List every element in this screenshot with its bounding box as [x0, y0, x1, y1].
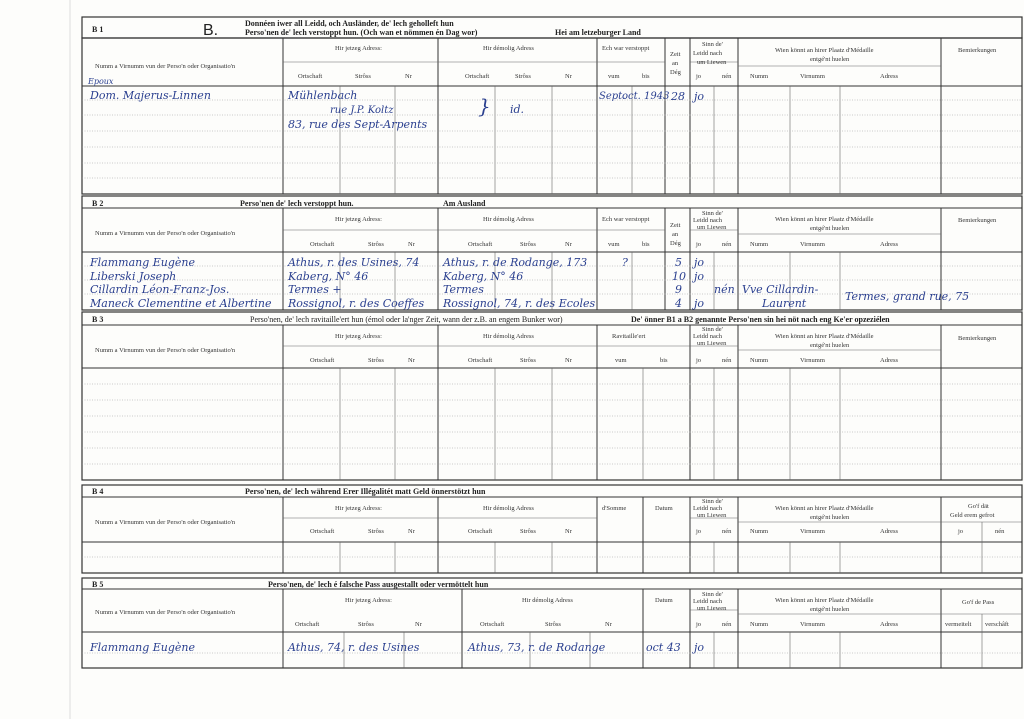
virnumm-label: Virnumm	[800, 621, 825, 628]
vum-label: vum	[608, 241, 620, 248]
sinn2-label: Leidd nach	[693, 505, 723, 512]
section-b1	[82, 38, 1022, 194]
b2-title: Perso'nen de' lech verstoppt hun.	[240, 199, 354, 208]
b5-date-handwritten: oct 43	[646, 641, 681, 654]
adress-label: Adress	[880, 73, 899, 80]
jo-label: jo	[696, 73, 702, 80]
ortschaft-label: Ortschaft	[465, 73, 490, 80]
nen-label: nén	[722, 621, 732, 628]
sinn3-label: um Liewen	[697, 224, 727, 231]
ravitaille-label: Ravitaille'ert	[612, 333, 646, 340]
ortschaft-label: Ortschaft	[468, 357, 493, 364]
medal1-label: Wien könnt an hirer Plaatz d'Médaille	[775, 505, 874, 512]
strooss-label: Strôss	[520, 241, 536, 248]
b5-current-handwritten: Athus, 74, r. des Usines	[288, 641, 420, 654]
deg-label: Dég	[670, 69, 681, 76]
b2-row1-alive: jo	[694, 256, 705, 269]
virnumm-label: Virnumm	[800, 357, 825, 364]
geld1-label: Go'f dät	[968, 503, 989, 510]
b2-row4-alive: jo	[694, 297, 705, 310]
b5-name-handwritten: Flammang Eugène	[90, 641, 196, 654]
section-b2	[82, 196, 1022, 310]
b2-row2-alive: jo	[694, 270, 705, 283]
remarks-label: Bemierkungen	[958, 335, 997, 342]
adress-label: Adress	[880, 621, 899, 628]
medal1-label: Wien könnt an hirer Plaatz d'Médaille	[775, 597, 874, 604]
name-col-label: Numm a Virnumm vun der Perso'n oder Organisatio'n	[95, 609, 236, 616]
b2-row2-name: Liberski Joseph	[90, 270, 177, 283]
pass1-label: Go'f de Pass	[962, 599, 995, 606]
an-label: an	[672, 231, 679, 238]
b1-addr3-handwritten: 83, rue des Sept-Arpents	[288, 118, 428, 131]
b2-row1-days: 5	[675, 256, 682, 269]
vum-label: vum	[615, 357, 627, 364]
former-address-label: Hir démolig Adress	[483, 505, 534, 512]
sinn1-label: Sinn de'	[702, 591, 723, 598]
ortschaft-label: Ortschaft	[310, 528, 335, 535]
b5-title: Perso'nen, de' lech é falsche Pass ausgestallt oder vermöttelt hun	[268, 580, 489, 589]
nr-label: Nr	[415, 621, 422, 628]
sinn2-label: Leidd nach	[693, 333, 723, 340]
numm-label: Numm	[750, 621, 769, 628]
b2-row1-dates: ?	[622, 256, 628, 269]
b2-row3-alive: nén	[714, 283, 735, 296]
jo-label: jo	[958, 528, 964, 535]
medal2-label: entgé'nt huelen	[810, 342, 850, 349]
b3-title: Perso'nen, de' lech ravitaille'ert hun (émol oder la'nger Zeit, wann der z.B. an engem Bunker wor)	[250, 315, 563, 324]
name-col-label: Numm a Virnumm vun der Perso'n oder Organisatio'n	[95, 63, 236, 70]
header-line2: Perso'nen de' lech verstoppt hun. (Och wan et nömmen én Dag wor)	[245, 28, 478, 37]
sinn3-label: um Liewen	[697, 59, 727, 66]
b2-row3-current: Termes +	[288, 283, 342, 296]
medal1-label: Wien könnt an hirer Plaatz d'Médaille	[775, 47, 874, 54]
b2-subtitle: Am Ausland	[443, 199, 486, 208]
nr-label: Nr	[405, 73, 412, 80]
current-address-label: Hir jetzeg Adress:	[335, 216, 382, 223]
jo-label: jo	[696, 241, 702, 248]
b2-row3-days: 9	[675, 283, 682, 296]
b1-spouse-handwritten: Epoux	[88, 77, 114, 86]
remarks-label: Bemierkungen	[958, 217, 997, 224]
vum-label: vum	[608, 73, 620, 80]
numm-label: Numm	[750, 73, 769, 80]
nr-label: Nr	[408, 241, 415, 248]
medal1-label: Wien könnt an hirer Plaatz d'Médaille	[775, 216, 874, 223]
strooss-label: Strôss	[358, 621, 374, 628]
strooss-label: Strôss	[355, 73, 371, 80]
nr-label: Nr	[565, 357, 572, 364]
b1-former-handwritten: id.	[510, 103, 525, 116]
sinn1-label: Sinn de'	[702, 210, 723, 217]
sinn3-label: um Liewen	[697, 605, 727, 612]
b1-from-handwritten: Sept.	[599, 91, 626, 102]
virnumm-label: Virnumm	[800, 528, 825, 535]
name-col-label: Numm a Virnumm vun der Perso'n oder Organisatio'n	[95, 347, 236, 354]
nr-label: Nr	[408, 357, 415, 364]
b2-row2-current: Kaberg, N° 46	[288, 270, 369, 283]
nr-label: Nr	[408, 528, 415, 535]
ortschaft-label: Ortschaft	[480, 621, 505, 628]
remarks-label: Bemierkungen	[958, 47, 997, 54]
former-address-label: Hir démolig Adress	[483, 45, 534, 52]
b2-row1-current: Athus, r. des Usines, 74	[288, 256, 420, 269]
bis-label: bis	[642, 73, 650, 80]
b4-title: Perso'nen, de' lech während Erer Illégalitét matt Geld önnerstötzt hun	[245, 487, 486, 496]
former-address-label: Hir démolig Adress	[483, 216, 534, 223]
current-address-label: Hir jetzeg Adress:	[335, 333, 382, 340]
nen-label: nén	[722, 241, 732, 248]
section-code-b1: B 1	[92, 25, 104, 34]
sinn1-label: Sinn de'	[702, 41, 723, 48]
nen-label: nén	[722, 357, 732, 364]
ortschaft-label: Ortschaft	[295, 621, 320, 628]
b2-row4-current: Rossignol, r. des Coeffes	[288, 297, 425, 310]
verschaft-label: verschâft	[985, 621, 1009, 628]
strooss-label: Strôss	[520, 357, 536, 364]
strooss-label: Strôss	[520, 528, 536, 535]
sinn2-label: Leidd nach	[693, 217, 723, 224]
section-code-b4: B 4	[92, 487, 104, 496]
jo-label: jo	[696, 357, 702, 364]
b1-days-handwritten: 28	[671, 90, 685, 103]
bis-label: bis	[642, 241, 650, 248]
b2-medal-numm: Vve Cillardin-	[742, 283, 819, 296]
somme-label: d'Somme	[602, 505, 627, 512]
current-address-label: Hir jetzeg Adress:	[335, 45, 382, 52]
b1-name-handwritten: Dom. Majerus-Linnen	[90, 89, 211, 102]
b2-row4-former: Rossignol, 74, r. des Ecoles	[443, 297, 596, 310]
b5-alive-handwritten: jo	[694, 641, 705, 654]
medal1-label: Wien könnt an hirer Plaatz d'Médaille	[775, 333, 874, 340]
section-code-b2: B 2	[92, 199, 104, 208]
b1-alive-handwritten: jo	[694, 90, 705, 103]
medal2-label: entgé'nt huelen	[810, 606, 850, 613]
geld2-label: Geld erem gefrot	[950, 512, 995, 519]
b3-note: De' önner B1 a B2 genannte Perso'nen sin hei nöt nach eng Ke'er opzeziélen	[631, 315, 890, 324]
ortschaft-label: Ortschaft	[468, 528, 493, 535]
medal2-label: entgé'nt huelen	[810, 514, 850, 521]
adress-label: Adress	[880, 528, 899, 535]
current-address-label: Hir jetzeg Adress:	[345, 597, 392, 604]
section-code-b5: B 5	[92, 580, 104, 589]
section-b4	[82, 485, 1022, 573]
medal2-label: entgé'nt huelen	[810, 225, 850, 232]
adress-label: Adress	[880, 241, 899, 248]
section-code-b3: B 3	[92, 315, 104, 324]
nen-label: nén	[722, 73, 732, 80]
b2-row3-former: Termes	[443, 283, 484, 296]
b2-row2-days: 10	[672, 270, 686, 283]
current-address-label: Hir jetzeg Adress:	[335, 505, 382, 512]
virnumm-label: Virnumm	[800, 241, 825, 248]
sinn3-label: um Liewen	[697, 512, 727, 519]
nr-label: Nr	[565, 528, 572, 535]
b2-row1-name: Flammang Eugène	[90, 256, 196, 269]
strooss-label: Strôss	[368, 528, 384, 535]
nr-label: Nr	[565, 73, 572, 80]
zeit-label: Zeit	[670, 51, 681, 58]
ortschaft-label: Ortschaft	[310, 241, 335, 248]
numm-label: Numm	[750, 241, 769, 248]
sinn2-label: Leidd nach	[693, 598, 723, 605]
nen-label: nén	[995, 528, 1005, 535]
b2-medal-adress: Termes, grand rue, 75	[845, 290, 970, 303]
strooss-label: Strôss	[545, 621, 561, 628]
an-label: an	[672, 60, 679, 67]
name-col-label: Numm a Virnumm vun der Perso'n oder Organisatio'n	[95, 519, 236, 526]
name-col-label: Numm a Virnumm vun der Perso'n oder Organisatio'n	[95, 230, 236, 237]
b1-addr2-handwritten: rue J.P. Koltz	[330, 105, 394, 116]
header-line1: Donnéen iwer all Leidd, och Ausländer, de' lech geholleft hun	[245, 19, 454, 28]
ortschaft-label: Ortschaft	[468, 241, 493, 248]
adress-label: Adress	[880, 357, 899, 364]
b2-medal-virnumm: Laurent	[762, 297, 807, 310]
b1-brace: }	[478, 94, 491, 118]
nr-label: Nr	[605, 621, 612, 628]
sinn1-label: Sinn de'	[702, 498, 723, 505]
medal2-label: entgé'nt huelen	[810, 56, 850, 63]
ortschaft-label: Ortschaft	[298, 73, 323, 80]
vermeitelt-label: vermeitelt	[945, 621, 972, 628]
b2-row4-name: Maneck Clementine et Albertine	[90, 297, 272, 310]
former-address-label: Hir démolig Adress	[483, 333, 534, 340]
deg-label: Dég	[670, 240, 681, 247]
sinn3-label: um Liewen	[697, 340, 727, 347]
nen-label: nén	[722, 528, 732, 535]
b1-addr1-handwritten: Mühlenbach	[288, 89, 358, 102]
b1-to-handwritten: oct. 1943	[622, 91, 670, 102]
section-b5	[82, 578, 1022, 668]
ortschaft-label: Ortschaft	[310, 357, 335, 364]
former-address-label: Hir démolig Adress	[522, 597, 573, 604]
jo-label: jo	[696, 621, 702, 628]
strooss-label: Strôss	[515, 73, 531, 80]
header-line2-right: Hei am letzeburger Land	[555, 28, 641, 37]
numm-label: Numm	[750, 357, 769, 364]
b2-row4-days: 4	[675, 297, 682, 310]
zeit-label: Zeit	[670, 222, 681, 229]
nr-label: Nr	[565, 241, 572, 248]
strooss-label: Strôss	[368, 357, 384, 364]
datum-label: Datum	[655, 597, 673, 604]
virnumm-label: Virnumm	[800, 73, 825, 80]
bis-label: bis	[660, 357, 668, 364]
sinn2-label: Leidd nach	[693, 50, 723, 57]
jo-label: jo	[696, 528, 702, 535]
strooss-label: Strôss	[368, 241, 384, 248]
section-letter: B.	[203, 22, 219, 39]
b2-row3-name: Cillardin Léon-Franz-Jos.	[90, 283, 230, 296]
b2-row1-former: Athus, r. de Rodange, 173	[443, 256, 588, 269]
section-b3	[82, 312, 1022, 480]
numm-label: Numm	[750, 528, 769, 535]
hidden-from-label: Ech war verstoppt	[602, 45, 650, 52]
sinn1-label: Sinn de'	[702, 326, 723, 333]
hidden-from-label: Ech war verstoppt	[602, 216, 650, 223]
datum-label: Datum	[655, 505, 673, 512]
b2-row2-former: Kaberg, N° 46	[443, 270, 524, 283]
b5-former-handwritten: Athus, 73, r. de Rodange	[468, 641, 606, 654]
